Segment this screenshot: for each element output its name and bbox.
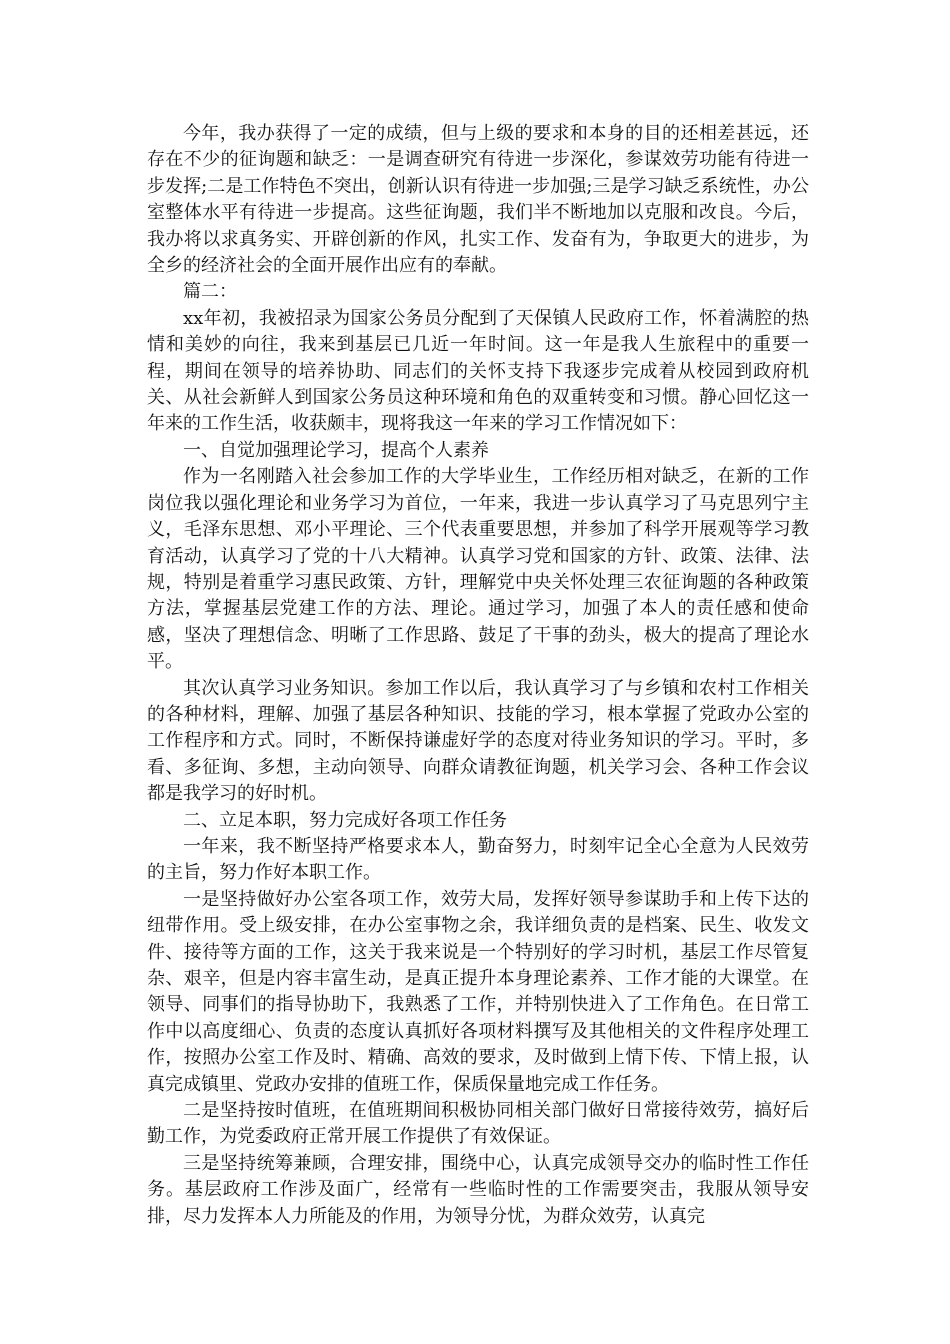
paragraph-business-knowledge: 其次认真学习业务知识。参加工作以后，我认真学习了与乡镇和农村工作相关的各种材料，理解、加强了基层各种知识、技能的学习，根本掌握了党政办公室的工作程序和方式。同时，不断保持谦虚好学的态度对待业务知识的学习。平时，多看、多征询、多想，主动向领导、向群众请教征询题，机关学习会、各种工作会议都是我学习的好时机。 bbox=[147, 677, 809, 805]
paragraph-theory-study: 作为一名刚踏入社会参加工作的大学毕业生，工作经历相对缺乏，在新的工作岗位我以强化理论和业务学习为首位，一年来，我进一步认真学习了马克思列宁主义，毛泽东思想、邓小平理论、三个代表重要思想，并参加了科学开展观等学习教育活动，认真学习了党的十八大精神。认真学习党和国家的方针、政策、法律、法规，特别是着重学习惠民政策、方针，理解党中央关怀处理三农征询题的各种政策方法，掌握基层党建工作的方法、理论。通过学习，加强了本人的责任感和使命感，坚决了理想信念、明晰了工作思路、鼓足了干事的劲头，极大的提高了理论水平。 bbox=[147, 466, 809, 673]
section-heading-job-duties: 二、立足本职，努力完成好各项工作任务 bbox=[183, 809, 507, 831]
document-body bbox=[147, 121, 809, 1227]
paragraph-intro: xx年初，我被招录为国家公务员分配到了天保镇人民政府工作，怀着满腔的热情和美妙的向往，我来到基层已几近一年时间。这一年是我人生旅程中的重要一程，期间在领导的培养协助、同志们的关怀支持下我逐步完成着从校园到政府机关、从社会新鲜人到国家公务员这种环境和角色的双重转变和习惯。静心回忆这一年来的工作生活，收获颇丰，现将我这一年来的学习工作情况如下： bbox=[147, 307, 809, 435]
section-heading-theory-study: 一、自觉加强理论学习，提高个人素养 bbox=[183, 439, 489, 461]
paragraph-office-work: 一是坚持做好办公室各项工作，效劳大局，发挥好领导参谋助手和上传下达的纽带作用。受上级安排，在办公室事物之余，我详细负责的是档案、民生、收发文件、接待等方面的工作，这关于我来说是一个特别好的学习时机，基层工作尽管复杂、艰辛，但是内容丰富生动，是真正提升本身理论素养、工作才能的大课堂。在领导、同事们的指导协助下，我熟悉了工作，并特别快进入了工作角色。在日常工作中以高度细心、负责的态度认真抓好各项材料撰写及其他相关的文件程序处理工作，按照办公室工作及时、精确、高效的要求，及时做到上情下传、下情上报，认真完成镇里、党政办安排的值班工作，保质保量地完成工作任务。 bbox=[147, 888, 809, 1095]
paragraph-summary: 今年，我办获得了一定的成绩，但与上级的要求和本身的目的还相差甚远，还存在不少的征询题和缺乏：一是调查研究有待进一步深化，参谋效劳功能有待进一步发挥;二是工作特色不突出，创新认识有待进一步加强;三是学习缺乏系统性，办公室整体水平有待进一步提高。这些征询题，我们半不断地加以克服和改良。今后，我办将以求真务实、开辟创新的作风，扎实工作、发奋有为，争取更大的进步，为全乡的经济社会的全面开展作出应有的奉献。 bbox=[147, 123, 809, 277]
section-heading-part-two: 篇二： bbox=[183, 281, 237, 303]
paragraph-temporary-tasks: 三是坚持统筹兼顾，合理安排，围绕中心，认真完成领导交办的临时性工作任务。基层政府工作涉及面广，经常有一些临时性的工作需要突击，我服从领导安排，尽力发挥本人力所能及的作用，为领导分忧，为群众效劳，认真完 bbox=[147, 1152, 809, 1227]
paragraph-duty-shift: 二是坚持按时值班，在值班期间积极协同相关部门做好日常接待效劳，搞好后勤工作，为党委政府正常开展工作提供了有效保证。 bbox=[147, 1100, 809, 1148]
paragraph-job-duties-intro: 一年来，我不断坚持严格要求本人，勤奋努力，时刻牢记全心全意为人民效劳的主旨，努力作好本职工作。 bbox=[147, 835, 809, 884]
